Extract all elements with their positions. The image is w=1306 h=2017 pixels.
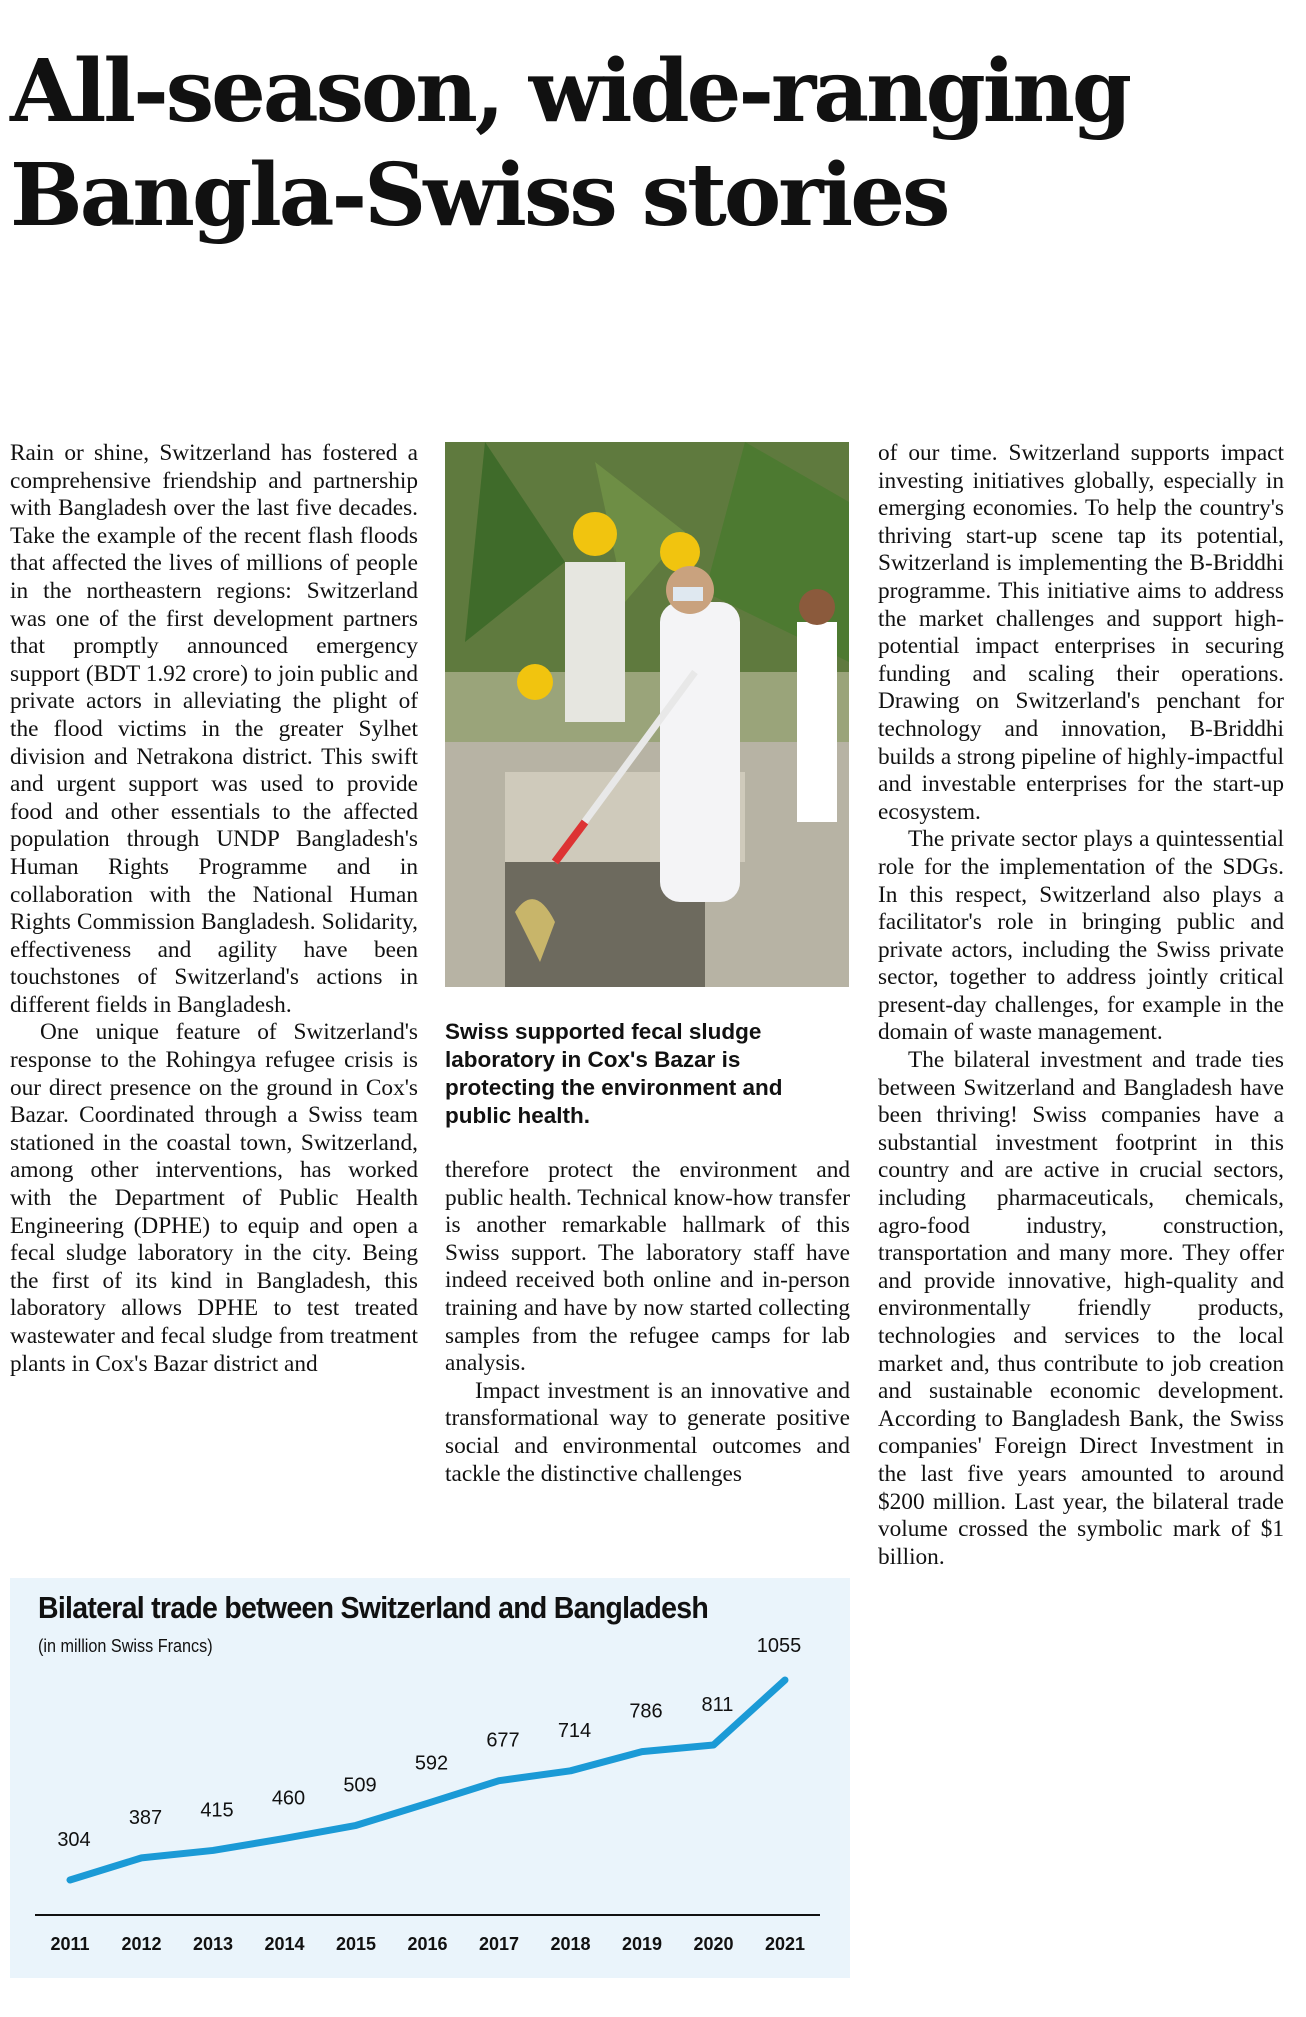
data-label: 786 xyxy=(629,1700,663,1723)
data-label: 460 xyxy=(271,1787,306,1810)
data-label: 415 xyxy=(200,1799,234,1822)
chart-title: Bilateral trade between Switzerland and Bangladesh xyxy=(38,1590,709,1625)
data-labels xyxy=(57,1635,801,1851)
x-tick-label: 2021 xyxy=(764,1934,806,1954)
data-label: 1055 xyxy=(756,1635,802,1657)
photo-caption: Swiss supported fecal sludge laboratory in Cox's Bazar is protecting the environment and public health. xyxy=(445,1019,783,1128)
article-column-2 xyxy=(445,1157,850,1488)
paragraph: of our time. Switzerland supports impact investing initiatives globally, especially in emerging economies. To help the country's thriving start-up scene tap its potential, Switzerland is implementing the B-Briddhi programme. This initiative aims to address the market challenges and support high-potential impact enterprises in securing funding and scaling their operations. Drawing on Switzerland's penchant for technology and innovation, B-Briddhi builds a strong pipeline of highly-impactful and investable enterprises for the start-up ecosystem. xyxy=(878,440,1284,825)
x-tick-label: 2016 xyxy=(407,1934,448,1954)
data-label: 387 xyxy=(128,1806,163,1829)
lab-photo-illustration xyxy=(445,442,849,987)
x-tick-label: 2012 xyxy=(121,1934,162,1954)
paragraph: One unique feature of Switzerland's response to the Rohingya refugee crisis is our direct presence on the ground in Cox's Bazar. Coordinated through a Swiss team stationed in the coastal town, Switzerland, among other interventions, has worked with the Department of Public Health Engineering (DPHE) to equip and open a fecal sludge laboratory in the city. Being the first of its kind in Bangladesh, this laboratory allows DPHE to test treated wastewater and fecal sludge from treatment plants in Cox's Bazar district and xyxy=(10,1019,418,1377)
x-tick-label: 2018 xyxy=(550,1934,591,1954)
data-label: 811 xyxy=(701,1693,734,1716)
x-tick-labels xyxy=(50,1934,805,1954)
article-column-1 xyxy=(10,440,418,1378)
x-tick-label: 2011 xyxy=(50,1934,90,1954)
paragraph: Impact investment is an innovative and transformational way to generate positive social and environmental outcomes and tackle the distinctive challenges xyxy=(445,1377,850,1487)
article-photo xyxy=(445,442,849,987)
headline: All-season, wide-ranging Bangla-Swiss stories xyxy=(10,41,1130,246)
x-tick-label: 2015 xyxy=(335,1934,377,1954)
data-label: 304 xyxy=(57,1829,91,1851)
x-tick-label: 2014 xyxy=(264,1934,305,1954)
article-column-3 xyxy=(878,440,1284,1571)
data-label: 677 xyxy=(486,1729,520,1752)
trade-line xyxy=(70,1680,785,1880)
data-label: 509 xyxy=(343,1774,377,1797)
data-label: 714 xyxy=(557,1719,592,1742)
paragraph: Rain or shine, Switzerland has fostered a comprehensive friendship and partnership with Bangladesh over the last five decades. Take the example of the recent flash floods that affected the lives of millions of people in the northeastern regions: Switzerland was one of the first development partners that promptly announced emergency support (BDT 1.92 crore) to join public and private actors in alleviating the plight of the flood victims in the greater Sylhet division and Netrakona district. This swift and urgent support was used to provide food and other essentials to the affected population through UNDP Bangladesh's Human Rights Programme and in collaboration with the National Human Rights Commission Bangladesh. Solidarity, effectiveness and agility have been touchstones of Switzerland's actions in different fields in Bangladesh. xyxy=(10,440,418,1018)
x-tick-label: 2017 xyxy=(478,1934,520,1954)
paragraph: The private sector plays a quintessential role for the implementation of the SDGs. In this respect, Switzerland also plays a facilitator's role in bringing public and private actors, including the Swiss private sector, together to address jointly critical present-day challenges, for example in the domain of waste management. xyxy=(878,826,1284,1046)
x-tick-label: 2019 xyxy=(621,1934,663,1954)
paragraph: The bilateral investment and trade ties between Switzerland and Bangladesh have been thriving! Swiss companies have a substantial investment footprint in this country and are active in crucial sectors, including pharmaceuticals, chemicals, agro-food industry, construction, transportation and many more. They offer and provide innovative, high-quality and environmentally friendly products, technologies and services to the local market and, thus contribute to job creation and sustainable economic development. According to Bangladesh Bank, the Swiss companies' Foreign Direct Investment in the last five years amounted to around $200 million. Last year, the bilateral trade volume crossed the symbolic mark of $1 billion. xyxy=(878,1047,1284,1570)
trade-chart xyxy=(10,1578,850,1978)
x-tick-label: 2020 xyxy=(693,1934,734,1954)
paragraph: therefore protect the environment and public health. Technical know-how transfer is another remarkable hallmark of this Swiss support. The laboratory staff have indeed received both online and in-person training and have by now started collecting samples from the refugee camps for lab analysis. xyxy=(445,1157,850,1377)
chart-subtitle: (in million Swiss Francs) xyxy=(38,1636,213,1656)
data-label: 592 xyxy=(414,1752,449,1775)
x-tick-label: 2013 xyxy=(192,1934,234,1954)
